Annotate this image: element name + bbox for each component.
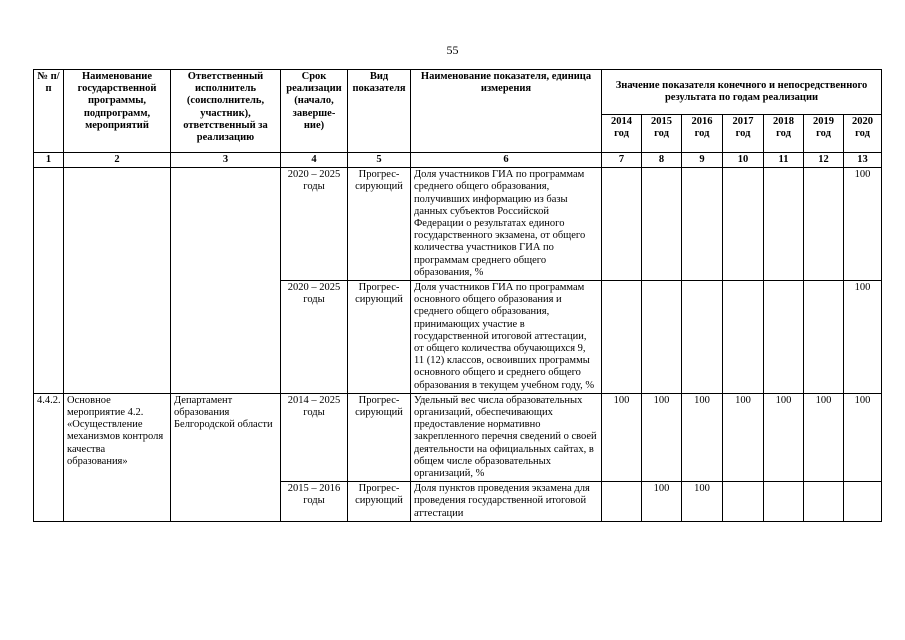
col-number: 6 (411, 153, 602, 168)
row-responsible (171, 168, 281, 394)
header-period: Срок реализации (начало, заверше-ние) (281, 70, 348, 153)
row-value-2018 (764, 281, 804, 394)
header-year-2020: 2020 год (844, 115, 882, 153)
header-program: Наименование государственной программы, подпрограмм, мероприятий (64, 70, 171, 153)
row-period: 2020 – 2025 годы (281, 281, 348, 394)
row-value-2020 (844, 482, 882, 522)
col-number: 7 (602, 153, 642, 168)
col-number: 9 (682, 153, 723, 168)
row-value-2015 (642, 281, 682, 394)
row-value-2015: 100 (642, 482, 682, 522)
row-value-2020: 100 (844, 168, 882, 281)
row-value-2020: 100 (844, 393, 882, 481)
col-number: 1 (34, 153, 64, 168)
col-number: 11 (764, 153, 804, 168)
header-type: Вид показателя (348, 70, 411, 153)
header-year-2016: 2016 год (682, 115, 723, 153)
col-number: 13 (844, 153, 882, 168)
row-value-2016 (682, 168, 723, 281)
row-value-2019: 100 (804, 393, 844, 481)
row-period: 2015 – 2016 годы (281, 482, 348, 522)
row-type: Прогрес-сирующий (348, 281, 411, 394)
row-value-2017 (723, 482, 764, 522)
row-program: Основное мероприятие 4.2. «Осуществление механизмов контроля качества образования» (64, 393, 171, 521)
col-number: 4 (281, 153, 348, 168)
header-year-2015: 2015 год (642, 115, 682, 153)
row-type: Прогрес-сирующий (348, 482, 411, 522)
row-value-2014 (602, 482, 642, 522)
row-num: 4.4.2. (34, 393, 64, 521)
row-value-2018 (764, 482, 804, 522)
row-period: 2014 – 2025 годы (281, 393, 348, 481)
row-value-2014: 100 (602, 393, 642, 481)
row-value-2018 (764, 168, 804, 281)
row-value-2015 (642, 168, 682, 281)
column-number-row (34, 153, 882, 168)
col-number: 8 (642, 153, 682, 168)
table-row (34, 393, 882, 481)
row-value-2020: 100 (844, 281, 882, 394)
row-value-2014 (602, 281, 642, 394)
row-type: Прогрес-сирующий (348, 393, 411, 481)
row-value-2016: 100 (682, 393, 723, 481)
row-period: 2020 – 2025 годы (281, 168, 348, 281)
header-year-2019: 2019 год (804, 115, 844, 153)
row-indicator: Доля пунктов проведения экзамена для проведения государственной итоговой аттестации (411, 482, 602, 522)
row-value-2019 (804, 168, 844, 281)
row-type: Прогрес-сирующий (348, 168, 411, 281)
row-indicator: Доля участников ГИА по программам среднего общего образования, получивших информацию из базы данных субъектов Российской Федерации о результатах единого государственного экзамена, от общего количества участников ГИА по программам среднего общего образования, % (411, 168, 602, 281)
row-value-2016: 100 (682, 482, 723, 522)
header-year-2014: 2014 год (602, 115, 642, 153)
row-num (34, 168, 64, 394)
row-value-2017: 100 (723, 393, 764, 481)
col-number: 5 (348, 153, 411, 168)
header-num: № п/п (34, 70, 64, 153)
page-number: 55 (446, 43, 459, 57)
row-value-2019 (804, 281, 844, 394)
row-indicator: Удельный вес числа образовательных организаций, обеспечивающих предоставление нормативно закрепленного перечня сведений о своей деятельности на официальных сайтах, в общем числе образовательных организаций, % (411, 393, 602, 481)
col-number: 3 (171, 153, 281, 168)
row-indicator: Доля участников ГИА по программам основного общего образования и среднего общего образования, принимающих участие в государственной итоговой аттестации, от общего количества обучающихся 9, 11 (12) классов, освоивших программы основного общего и среднего общего образования в текущем учебном году, % (411, 281, 602, 394)
header-indicator: Наименование показателя, единица измерения (411, 70, 602, 153)
col-number: 12 (804, 153, 844, 168)
row-program (64, 168, 171, 394)
header-responsible: Ответственный исполнитель (соисполнитель, участник), ответственный за реализацию (171, 70, 281, 153)
col-number: 2 (64, 153, 171, 168)
row-responsible: Департамент образования Белгородской области (171, 393, 281, 521)
row-value-2015: 100 (642, 393, 682, 481)
header-year-2017: 2017 год (723, 115, 764, 153)
header-year-2018: 2018 год (764, 115, 804, 153)
indicators-table (33, 69, 882, 522)
row-value-2017 (723, 168, 764, 281)
row-value-2017 (723, 281, 764, 394)
row-value-2019 (804, 482, 844, 522)
row-value-2018: 100 (764, 393, 804, 481)
row-value-2014 (602, 168, 642, 281)
col-number: 10 (723, 153, 764, 168)
header-values: Значение показателя конечного и непосредственного результата по годам реализации (602, 70, 882, 115)
row-value-2016 (682, 281, 723, 394)
table-row (34, 168, 882, 281)
